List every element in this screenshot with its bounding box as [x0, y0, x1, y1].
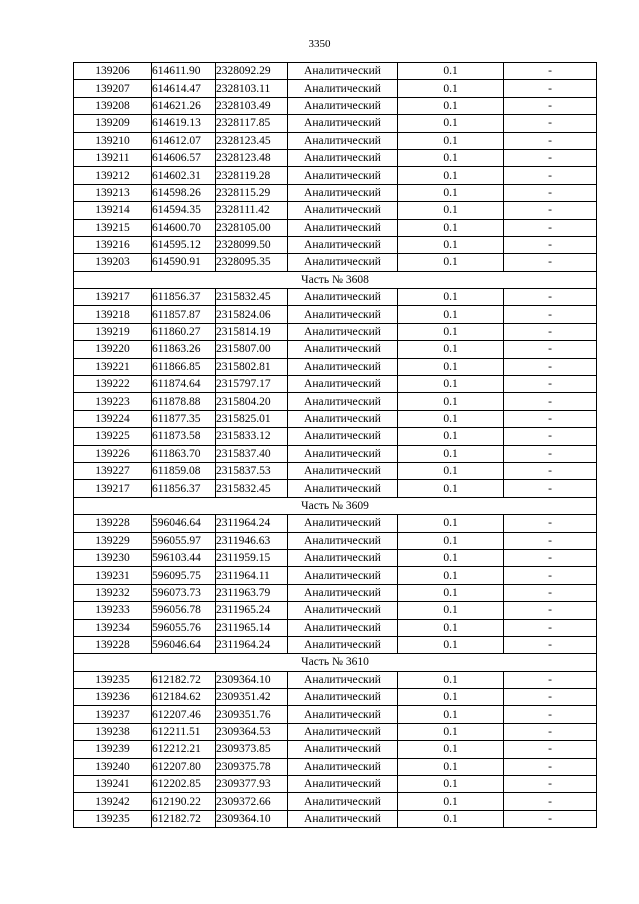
- table-row: [74, 306, 597, 323]
- method-cell: Аналитический: [288, 515, 398, 532]
- method-cell: Аналитический: [288, 532, 398, 549]
- table-row: [74, 149, 597, 166]
- y-coordinate-cell: 2309377.93: [216, 776, 288, 793]
- x-coordinate-cell: 596046.64: [152, 515, 216, 532]
- method-cell: Аналитический: [288, 115, 398, 132]
- accuracy-cell: 0.1: [398, 758, 504, 775]
- y-coordinate-cell: 2309351.76: [216, 706, 288, 723]
- point-id-cell: 139227: [74, 462, 152, 479]
- note-cell: -: [504, 219, 597, 236]
- note-cell: -: [504, 184, 597, 201]
- y-coordinate-cell: 2315797.17: [216, 376, 288, 393]
- note-cell: -: [504, 358, 597, 375]
- note-cell: -: [504, 289, 597, 306]
- method-cell: Аналитический: [288, 689, 398, 706]
- method-cell: Аналитический: [288, 202, 398, 219]
- accuracy-cell: 0.1: [398, 80, 504, 97]
- point-id-cell: 139217: [74, 289, 152, 306]
- table-row: [74, 619, 597, 636]
- method-cell: Аналитический: [288, 289, 398, 306]
- method-cell: Аналитический: [288, 63, 398, 80]
- note-cell: -: [504, 584, 597, 601]
- point-id-cell: 139241: [74, 776, 152, 793]
- x-coordinate-cell: 611857.87: [152, 306, 216, 323]
- point-id-cell: 139225: [74, 428, 152, 445]
- method-cell: Аналитический: [288, 636, 398, 653]
- x-coordinate-cell: 614594.35: [152, 202, 216, 219]
- point-id-cell: 139235: [74, 810, 152, 827]
- y-coordinate-cell: 2311964.11: [216, 567, 288, 584]
- point-id-cell: 139221: [74, 358, 152, 375]
- point-id-cell: 139220: [74, 341, 152, 358]
- method-cell: Аналитический: [288, 323, 398, 340]
- table-row: [74, 236, 597, 253]
- point-id-cell: 139206: [74, 63, 152, 80]
- note-cell: -: [504, 549, 597, 566]
- accuracy-cell: 0.1: [398, 689, 504, 706]
- coordinates-table: [73, 62, 597, 828]
- table-row: [74, 254, 597, 271]
- accuracy-cell: 0.1: [398, 289, 504, 306]
- x-coordinate-cell: 612212.21: [152, 741, 216, 758]
- point-id-cell: 139218: [74, 306, 152, 323]
- method-cell: Аналитический: [288, 810, 398, 827]
- table-row: [74, 63, 597, 80]
- method-cell: Аналитический: [288, 306, 398, 323]
- accuracy-cell: 0.1: [398, 584, 504, 601]
- table-row: [74, 428, 597, 445]
- note-cell: -: [504, 741, 597, 758]
- table-row: [74, 706, 597, 723]
- method-cell: Аналитический: [288, 741, 398, 758]
- note-cell: -: [504, 636, 597, 653]
- table-row: [74, 132, 597, 149]
- y-coordinate-cell: 2315837.53: [216, 462, 288, 479]
- y-coordinate-cell: 2315802.81: [216, 358, 288, 375]
- method-cell: Аналитический: [288, 706, 398, 723]
- table-row: [74, 602, 597, 619]
- x-coordinate-cell: 614595.12: [152, 236, 216, 253]
- point-id-cell: 139239: [74, 741, 152, 758]
- method-cell: Аналитический: [288, 358, 398, 375]
- y-coordinate-cell: 2328111.42: [216, 202, 288, 219]
- method-cell: Аналитический: [288, 80, 398, 97]
- note-cell: -: [504, 428, 597, 445]
- x-coordinate-cell: 611873.58: [152, 428, 216, 445]
- table-row: [74, 184, 597, 201]
- table-row: [74, 689, 597, 706]
- x-coordinate-cell: 612211.51: [152, 723, 216, 740]
- y-coordinate-cell: 2328103.11: [216, 80, 288, 97]
- table-row: [74, 376, 597, 393]
- table-row: [74, 167, 597, 184]
- accuracy-cell: 0.1: [398, 184, 504, 201]
- section-title: Часть № 3610: [74, 654, 597, 671]
- x-coordinate-cell: 614598.26: [152, 184, 216, 201]
- table-row: [74, 549, 597, 566]
- x-coordinate-cell: 596103.44: [152, 549, 216, 566]
- method-cell: Аналитический: [288, 549, 398, 566]
- accuracy-cell: 0.1: [398, 723, 504, 740]
- accuracy-cell: 0.1: [398, 306, 504, 323]
- table-row: [74, 515, 597, 532]
- method-cell: Аналитический: [288, 149, 398, 166]
- y-coordinate-cell: 2309364.10: [216, 810, 288, 827]
- y-coordinate-cell: 2309375.78: [216, 758, 288, 775]
- point-id-cell: 139214: [74, 202, 152, 219]
- accuracy-cell: 0.1: [398, 167, 504, 184]
- table-row: [74, 810, 597, 827]
- accuracy-cell: 0.1: [398, 776, 504, 793]
- point-id-cell: 139228: [74, 636, 152, 653]
- method-cell: Аналитический: [288, 445, 398, 462]
- x-coordinate-cell: 614590.91: [152, 254, 216, 271]
- point-id-cell: 139219: [74, 323, 152, 340]
- note-cell: -: [504, 810, 597, 827]
- accuracy-cell: 0.1: [398, 132, 504, 149]
- method-cell: Аналитический: [288, 462, 398, 479]
- method-cell: Аналитический: [288, 254, 398, 271]
- point-id-cell: 139215: [74, 219, 152, 236]
- point-id-cell: 139223: [74, 393, 152, 410]
- note-cell: -: [504, 202, 597, 219]
- point-id-cell: 139224: [74, 410, 152, 427]
- note-cell: -: [504, 532, 597, 549]
- method-cell: Аналитический: [288, 219, 398, 236]
- table-row: [74, 532, 597, 549]
- y-coordinate-cell: 2315804.20: [216, 393, 288, 410]
- accuracy-cell: 0.1: [398, 410, 504, 427]
- note-cell: -: [504, 462, 597, 479]
- accuracy-cell: 0.1: [398, 202, 504, 219]
- y-coordinate-cell: 2311964.24: [216, 636, 288, 653]
- x-coordinate-cell: 611877.35: [152, 410, 216, 427]
- note-cell: -: [504, 97, 597, 114]
- table-row: [74, 776, 597, 793]
- accuracy-cell: 0.1: [398, 671, 504, 688]
- y-coordinate-cell: 2315837.40: [216, 445, 288, 462]
- y-coordinate-cell: 2311964.24: [216, 515, 288, 532]
- note-cell: -: [504, 793, 597, 810]
- accuracy-cell: 0.1: [398, 619, 504, 636]
- y-coordinate-cell: 2328092.29: [216, 63, 288, 80]
- y-coordinate-cell: 2309373.85: [216, 741, 288, 758]
- note-cell: -: [504, 323, 597, 340]
- table-row: [74, 741, 597, 758]
- accuracy-cell: 0.1: [398, 810, 504, 827]
- x-coordinate-cell: 596056.78: [152, 602, 216, 619]
- section-title: Часть № 3608: [74, 271, 597, 288]
- point-id-cell: 139222: [74, 376, 152, 393]
- note-cell: -: [504, 671, 597, 688]
- point-id-cell: 139230: [74, 549, 152, 566]
- table-row: [74, 219, 597, 236]
- method-cell: Аналитический: [288, 376, 398, 393]
- accuracy-cell: 0.1: [398, 462, 504, 479]
- table-row: [74, 584, 597, 601]
- accuracy-cell: 0.1: [398, 219, 504, 236]
- note-cell: -: [504, 619, 597, 636]
- accuracy-cell: 0.1: [398, 63, 504, 80]
- note-cell: -: [504, 341, 597, 358]
- x-coordinate-cell: 612207.46: [152, 706, 216, 723]
- y-coordinate-cell: 2311959.15: [216, 549, 288, 566]
- accuracy-cell: 0.1: [398, 428, 504, 445]
- accuracy-cell: 0.1: [398, 706, 504, 723]
- accuracy-cell: 0.1: [398, 549, 504, 566]
- y-coordinate-cell: 2311946.63: [216, 532, 288, 549]
- page-number: 3350: [308, 38, 331, 50]
- accuracy-cell: 0.1: [398, 115, 504, 132]
- y-coordinate-cell: 2328103.49: [216, 97, 288, 114]
- accuracy-cell: 0.1: [398, 480, 504, 497]
- point-id-cell: 139212: [74, 167, 152, 184]
- section-header-row: [74, 654, 597, 671]
- table-row: [74, 341, 597, 358]
- note-cell: -: [504, 306, 597, 323]
- x-coordinate-cell: 614606.57: [152, 149, 216, 166]
- x-coordinate-cell: 611859.08: [152, 462, 216, 479]
- table-row: [74, 289, 597, 306]
- note-cell: -: [504, 236, 597, 253]
- table-row: [74, 567, 597, 584]
- accuracy-cell: 0.1: [398, 323, 504, 340]
- y-coordinate-cell: 2311963.79: [216, 584, 288, 601]
- x-coordinate-cell: 596055.76: [152, 619, 216, 636]
- point-id-cell: 139234: [74, 619, 152, 636]
- note-cell: -: [504, 393, 597, 410]
- x-coordinate-cell: 611863.26: [152, 341, 216, 358]
- method-cell: Аналитический: [288, 236, 398, 253]
- y-coordinate-cell: 2309364.53: [216, 723, 288, 740]
- point-id-cell: 139226: [74, 445, 152, 462]
- table-row: [74, 97, 597, 114]
- x-coordinate-cell: 611878.88: [152, 393, 216, 410]
- note-cell: -: [504, 689, 597, 706]
- note-cell: -: [504, 149, 597, 166]
- note-cell: -: [504, 776, 597, 793]
- point-id-cell: 139232: [74, 584, 152, 601]
- x-coordinate-cell: 611856.37: [152, 289, 216, 306]
- accuracy-cell: 0.1: [398, 254, 504, 271]
- accuracy-cell: 0.1: [398, 567, 504, 584]
- y-coordinate-cell: 2315832.45: [216, 289, 288, 306]
- accuracy-cell: 0.1: [398, 741, 504, 758]
- point-id-cell: 139242: [74, 793, 152, 810]
- accuracy-cell: 0.1: [398, 793, 504, 810]
- x-coordinate-cell: 596055.97: [152, 532, 216, 549]
- y-coordinate-cell: 2328095.35: [216, 254, 288, 271]
- point-id-cell: 139231: [74, 567, 152, 584]
- table-row: [74, 480, 597, 497]
- note-cell: -: [504, 515, 597, 532]
- y-coordinate-cell: 2315832.45: [216, 480, 288, 497]
- method-cell: Аналитический: [288, 758, 398, 775]
- method-cell: Аналитический: [288, 584, 398, 601]
- method-cell: Аналитический: [288, 97, 398, 114]
- y-coordinate-cell: 2315814.19: [216, 323, 288, 340]
- note-cell: -: [504, 758, 597, 775]
- note-cell: -: [504, 63, 597, 80]
- x-coordinate-cell: 612182.72: [152, 671, 216, 688]
- x-coordinate-cell: 614600.70: [152, 219, 216, 236]
- y-coordinate-cell: 2315824.06: [216, 306, 288, 323]
- accuracy-cell: 0.1: [398, 393, 504, 410]
- method-cell: Аналитический: [288, 341, 398, 358]
- x-coordinate-cell: 596095.75: [152, 567, 216, 584]
- accuracy-cell: 0.1: [398, 515, 504, 532]
- table-row: [74, 115, 597, 132]
- accuracy-cell: 0.1: [398, 341, 504, 358]
- method-cell: Аналитический: [288, 184, 398, 201]
- method-cell: Аналитический: [288, 671, 398, 688]
- table-row: [74, 80, 597, 97]
- method-cell: Аналитический: [288, 167, 398, 184]
- accuracy-cell: 0.1: [398, 602, 504, 619]
- table-row: [74, 793, 597, 810]
- point-id-cell: 139213: [74, 184, 152, 201]
- method-cell: Аналитический: [288, 793, 398, 810]
- x-coordinate-cell: 611874.64: [152, 376, 216, 393]
- x-coordinate-cell: 614614.47: [152, 80, 216, 97]
- table-row: [74, 723, 597, 740]
- x-coordinate-cell: 611860.27: [152, 323, 216, 340]
- accuracy-cell: 0.1: [398, 445, 504, 462]
- y-coordinate-cell: 2315833.12: [216, 428, 288, 445]
- x-coordinate-cell: 611866.85: [152, 358, 216, 375]
- note-cell: -: [504, 132, 597, 149]
- point-id-cell: 139216: [74, 236, 152, 253]
- accuracy-cell: 0.1: [398, 97, 504, 114]
- y-coordinate-cell: 2328115.29: [216, 184, 288, 201]
- method-cell: Аналитический: [288, 480, 398, 497]
- y-coordinate-cell: 2328105.00: [216, 219, 288, 236]
- y-coordinate-cell: 2328119.28: [216, 167, 288, 184]
- method-cell: Аналитический: [288, 410, 398, 427]
- table-row: [74, 358, 597, 375]
- y-coordinate-cell: 2328099.50: [216, 236, 288, 253]
- table-row: [74, 671, 597, 688]
- point-id-cell: 139207: [74, 80, 152, 97]
- method-cell: Аналитический: [288, 776, 398, 793]
- point-id-cell: 139211: [74, 149, 152, 166]
- accuracy-cell: 0.1: [398, 236, 504, 253]
- x-coordinate-cell: 611863.70: [152, 445, 216, 462]
- y-coordinate-cell: 2328123.45: [216, 132, 288, 149]
- point-id-cell: 139229: [74, 532, 152, 549]
- y-coordinate-cell: 2315807.00: [216, 341, 288, 358]
- section-header-row: [74, 497, 597, 514]
- table-row: [74, 636, 597, 653]
- y-coordinate-cell: 2315825.01: [216, 410, 288, 427]
- accuracy-cell: 0.1: [398, 376, 504, 393]
- table-row: [74, 410, 597, 427]
- note-cell: -: [504, 254, 597, 271]
- point-id-cell: 139236: [74, 689, 152, 706]
- method-cell: Аналитический: [288, 723, 398, 740]
- x-coordinate-cell: 612202.85: [152, 776, 216, 793]
- table-row: [74, 462, 597, 479]
- x-coordinate-cell: 614611.90: [152, 63, 216, 80]
- note-cell: -: [504, 115, 597, 132]
- method-cell: Аналитический: [288, 619, 398, 636]
- method-cell: Аналитический: [288, 132, 398, 149]
- note-cell: -: [504, 480, 597, 497]
- point-id-cell: 139209: [74, 115, 152, 132]
- point-id-cell: 139240: [74, 758, 152, 775]
- table-row: [74, 445, 597, 462]
- y-coordinate-cell: 2309372.66: [216, 793, 288, 810]
- table-body: [74, 63, 597, 828]
- point-id-cell: 139210: [74, 132, 152, 149]
- y-coordinate-cell: 2309351.42: [216, 689, 288, 706]
- point-id-cell: 139237: [74, 706, 152, 723]
- section-header-row: [74, 271, 597, 288]
- accuracy-cell: 0.1: [398, 149, 504, 166]
- x-coordinate-cell: 612184.62: [152, 689, 216, 706]
- accuracy-cell: 0.1: [398, 636, 504, 653]
- note-cell: -: [504, 602, 597, 619]
- table-row: [74, 323, 597, 340]
- note-cell: -: [504, 706, 597, 723]
- y-coordinate-cell: 2328123.48: [216, 149, 288, 166]
- point-id-cell: 139203: [74, 254, 152, 271]
- x-coordinate-cell: 614612.07: [152, 132, 216, 149]
- point-id-cell: 139235: [74, 671, 152, 688]
- table-row: [74, 202, 597, 219]
- point-id-cell: 139208: [74, 97, 152, 114]
- x-coordinate-cell: 614621.26: [152, 97, 216, 114]
- point-id-cell: 139238: [74, 723, 152, 740]
- y-coordinate-cell: 2309364.10: [216, 671, 288, 688]
- x-coordinate-cell: 596073.73: [152, 584, 216, 601]
- accuracy-cell: 0.1: [398, 358, 504, 375]
- note-cell: -: [504, 567, 597, 584]
- method-cell: Аналитический: [288, 428, 398, 445]
- x-coordinate-cell: 611856.37: [152, 480, 216, 497]
- x-coordinate-cell: 612182.72: [152, 810, 216, 827]
- x-coordinate-cell: 612207.80: [152, 758, 216, 775]
- note-cell: -: [504, 167, 597, 184]
- point-id-cell: 139217: [74, 480, 152, 497]
- table-row: [74, 758, 597, 775]
- method-cell: Аналитический: [288, 567, 398, 584]
- x-coordinate-cell: 614619.13: [152, 115, 216, 132]
- note-cell: -: [504, 445, 597, 462]
- point-id-cell: 139228: [74, 515, 152, 532]
- note-cell: -: [504, 80, 597, 97]
- x-coordinate-cell: 596046.64: [152, 636, 216, 653]
- y-coordinate-cell: 2311965.14: [216, 619, 288, 636]
- method-cell: Аналитический: [288, 602, 398, 619]
- table-row: [74, 393, 597, 410]
- note-cell: -: [504, 410, 597, 427]
- section-title: Часть № 3609: [74, 497, 597, 514]
- accuracy-cell: 0.1: [398, 532, 504, 549]
- y-coordinate-cell: 2328117.85: [216, 115, 288, 132]
- x-coordinate-cell: 612190.22: [152, 793, 216, 810]
- x-coordinate-cell: 614602.31: [152, 167, 216, 184]
- note-cell: -: [504, 376, 597, 393]
- point-id-cell: 139233: [74, 602, 152, 619]
- method-cell: Аналитический: [288, 393, 398, 410]
- note-cell: -: [504, 723, 597, 740]
- y-coordinate-cell: 2311965.24: [216, 602, 288, 619]
